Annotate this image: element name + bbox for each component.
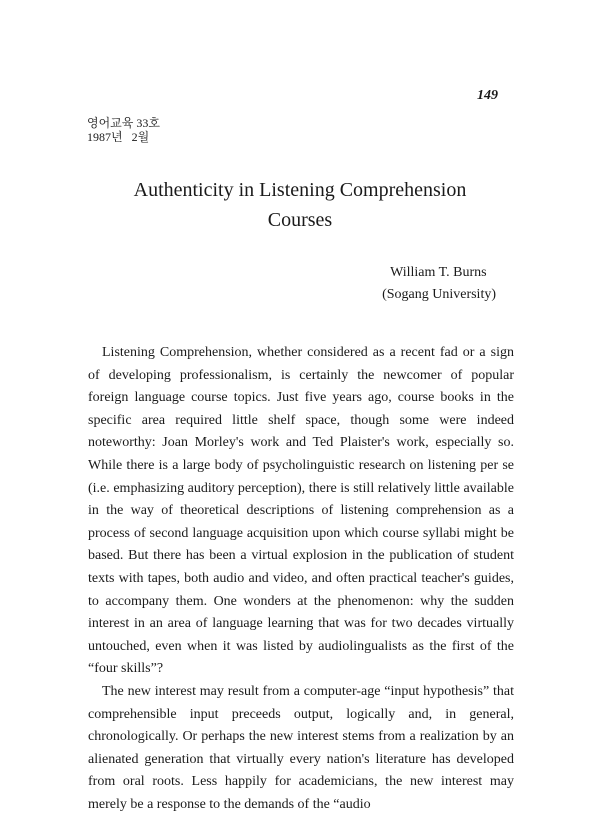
author-name: William T. Burns [390, 265, 487, 280]
journal-date: 1987년 2월 [87, 130, 150, 144]
journal-issue: 영어교육 33호 [87, 116, 160, 130]
page-number: 149 [477, 88, 498, 103]
author-affiliation: (Sogang University) [382, 287, 496, 302]
author-block [382, 262, 496, 306]
paragraph-2: The new interest may result from a computer-age “input hypothesis” that comprehensible input preceeds output, logically and, in general, chronologically. Or perhaps the new interest stems from a realization by an alienated generation that virtually every nation's literature has developed from oral roots. Less happily for academicians, the new interest may merely be a response to the demands of the “audio [88, 683, 514, 812]
paragraph-1: Listening Comprehension, whether considered as a recent fad or a sign of developing professionalism, is certainly the newcomer of popular foreign language course topics. Just five years ago, course books in the specific area required little shelf space, though some were indeed noteworthy: Joan Morley's work and Ted Plaister's work, especially so. While there is a large body of psycholinguistic research on listening per se (i.e. emphasizing auditory perception), there is still relatively little available in the way of theoretical descriptions of listening comprehension as a process of second language acquisition upon which course syllabi might be based. But there has been a virtual explosion in the publication of student texts with tapes, both audio and video, and often practical teacher's guides, to accompany them. One wonders at the phenomenon: why the sudden interest in an area of language learning that was for two decades virtually untouched, even when it was listed by audiolingualists as the first of the “four skills”? [88, 345, 514, 677]
article-title [0, 175, 600, 235]
article-title-line1: Authenticity in Listening Comprehension [133, 179, 467, 201]
body-text [88, 342, 514, 816]
article-title-line2: Courses [267, 209, 333, 231]
journal-info [87, 116, 160, 144]
